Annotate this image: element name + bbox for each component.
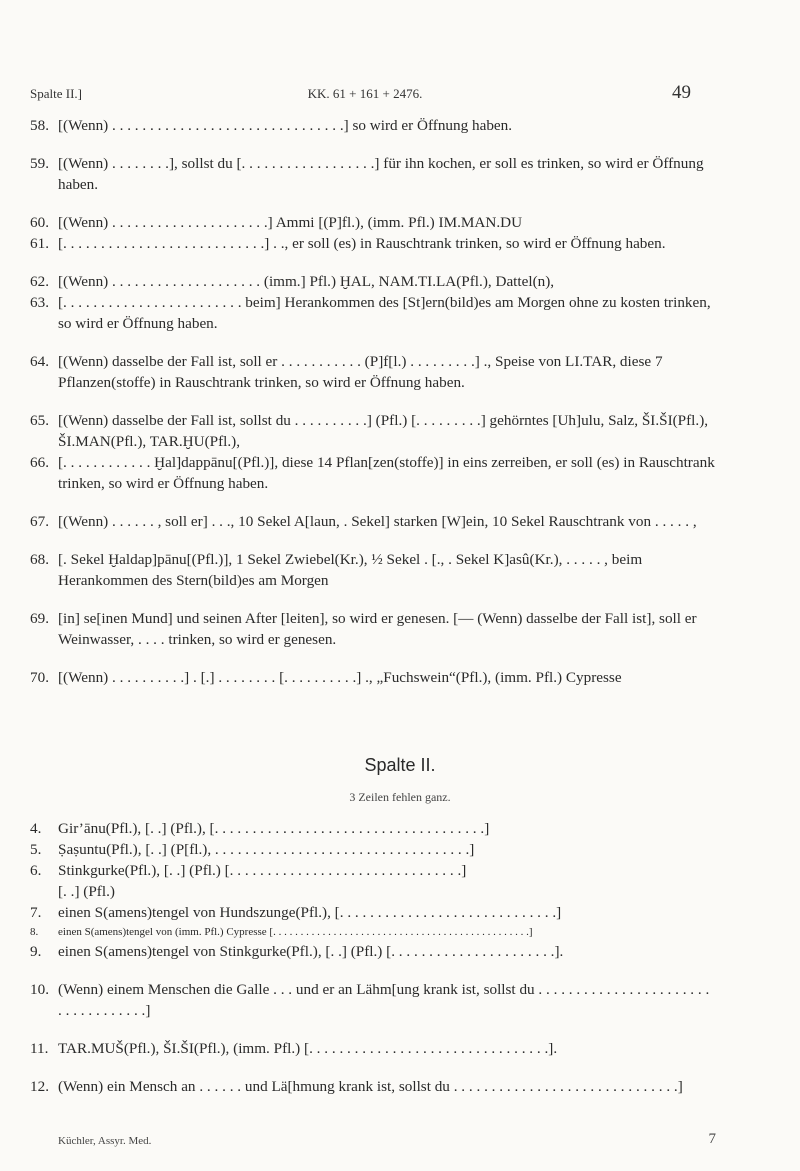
line-text: Gir’ānu(Pfl.), [. .] (Pfl.), [. . . . . . . . . . . . . . . . . . . . . . . . . . . . . . . . . . . .] bbox=[58, 820, 490, 837]
entry-line bbox=[30, 902, 715, 923]
line-number: 11. bbox=[30, 1040, 49, 1057]
entry-line bbox=[30, 115, 715, 136]
line-text: [(Wenn) . . . . . . . . . . . . . . . . . . . . .] Ammi [(P]fl.), (imm. Pfl.) IM.MAN.DU bbox=[58, 214, 523, 231]
line-number: 7. bbox=[30, 904, 42, 921]
entry-line bbox=[30, 410, 715, 452]
line-text: [(Wenn) . . . . . . . . . . . . . . . . . . . . (imm.] Pfl.) ḪAL, NAM.TI.LA(Pfl.), Dattel(n), bbox=[58, 273, 555, 290]
line-number: 12. bbox=[30, 1078, 49, 1095]
line-text: [(Wenn) . . . . . . . .], sollst du [. . . . . . . . . . . . . . . . . .] für ihn kochen, er soll es trinken, so wird er Öffnung haben. bbox=[58, 155, 704, 193]
page-number: 49 bbox=[672, 82, 691, 103]
header-center: KK. 61 + 161 + 2476. bbox=[307, 86, 423, 101]
line-text: [. . . . . . . . . . . . . . . . . . . . . . . . . . .] . ., er soll (es) in Rauschtrank trinken, so wird er Öffnung haben. bbox=[58, 235, 666, 252]
line-text: [. . . . . . . . . . . . . . . . . . . . . . . . beim] Herankommen des [St]ern(bild)es am Morgen ohne zu kosten trinken, so wird er Öffnung haben. bbox=[58, 294, 711, 332]
line-number: 9. bbox=[30, 943, 42, 960]
entries-column-1 bbox=[30, 115, 715, 688]
line-number: 66. bbox=[30, 454, 49, 471]
section-note: 3 Zeilen fehlen ganz. bbox=[349, 790, 451, 804]
entry-line bbox=[30, 271, 715, 292]
section-title: Spalte II. bbox=[364, 755, 436, 775]
entry-line bbox=[30, 452, 715, 494]
line-text: [in] se[inen Mund] und seinen After [leiten], so wird er genesen. [— (Wenn) dasselbe der Fall ist], soll er Weinwasser, . . . . trinken, so wird er genesen. bbox=[58, 610, 697, 648]
line-number: 6. bbox=[30, 862, 42, 879]
line-text: [(Wenn) . . . . . . . . . .] . [.] . . . . . . . . [. . . . . . . . . .] ., „Fuchswein“(Pfl.), (imm. Pfl.) Cypresse bbox=[58, 669, 622, 686]
line-number: 65. bbox=[30, 412, 49, 429]
line-text: [. .] (Pfl.) bbox=[58, 883, 115, 900]
entry-line bbox=[30, 549, 715, 591]
footer-sheet-number: 7 bbox=[708, 1131, 716, 1147]
entry-line bbox=[30, 881, 715, 902]
line-text: einen S(amens)tengel von (imm. Pfl.) Cypresse [. . . . . . . . . . . . . . . . . . . . . . . . . . . . . . . . . . . . . . . . . . . . . . .] bbox=[58, 926, 533, 938]
entry-line bbox=[30, 212, 715, 233]
line-number: 58. bbox=[30, 117, 49, 134]
line-number: 67. bbox=[30, 513, 49, 530]
line-number: 60. bbox=[30, 214, 49, 231]
footer-signature: Küchler, Assyr. Med. bbox=[58, 1135, 152, 1147]
line-number: 62. bbox=[30, 273, 49, 290]
line-text: einen S(amens)tengel von Hundszunge(Pfl.), [. . . . . . . . . . . . . . . . . . . . . . . . . . . . .] bbox=[58, 904, 562, 921]
line-number: 59. bbox=[30, 155, 49, 172]
line-number: 68. bbox=[30, 551, 49, 568]
entry-line bbox=[30, 941, 715, 962]
header-left: Spalte II.] bbox=[30, 86, 82, 101]
line-number bbox=[30, 881, 58, 902]
line-number: 64. bbox=[30, 353, 49, 370]
line-text: [(Wenn) . . . . . . . . . . . . . . . . . . . . . . . . . . . . . . .] so wird er Öffnung haben. bbox=[58, 117, 513, 134]
line-text: [(Wenn) dasselbe der Fall ist, soll er . . . . . . . . . . . (P]f[l.) . . . . . . . . .] ., Speise von LI.TAR, diese 7 Pflanzen(stoffe) in Rauschtrank trinken, so wird er Öffnung haben. bbox=[58, 353, 663, 391]
line-text: TAR.MUŠ(Pfl.), ŠI.ŠI(Pfl.), (imm. Pfl.) [. . . . . . . . . . . . . . . . . . . . . . . . . . . . . . . .]. bbox=[58, 1040, 558, 1057]
entry-line bbox=[30, 839, 715, 860]
line-text: [(Wenn) dasselbe der Fall ist, sollst du . . . . . . . . . .] (Pfl.) [. . . . . . . . .] gehörntes [Uh]ulu, Salz, ŠI.ŠI(Pfl.), ŠI.MAN(Pfl.), TAR.ḪU(Pfl.), bbox=[58, 412, 709, 450]
line-number: 4. bbox=[30, 820, 42, 837]
line-number: 61. bbox=[30, 235, 49, 252]
line-number: 69. bbox=[30, 610, 49, 627]
entry-line bbox=[30, 511, 715, 532]
footer bbox=[58, 1131, 716, 1147]
line-text: (Wenn) einem Menschen die Galle . . . und er an Lähm[ung krank ist, sollst du . . . . . . . . . . . . . . . . . . . . . . . . . . . . . . . . . . .] bbox=[58, 981, 710, 1019]
line-number: 5. bbox=[30, 841, 42, 858]
entry-line bbox=[30, 818, 715, 839]
line-text: [(Wenn) . . . . . . , soll er] . . ., 10 Sekel A[laun, . Sekel] starken [W]ein, 10 Sekel Rauschtrank von . . . . . , bbox=[58, 513, 697, 530]
line-number: 10. bbox=[30, 981, 49, 998]
entry-line bbox=[30, 608, 715, 650]
entry-line bbox=[30, 351, 715, 393]
line-number: 63. bbox=[30, 294, 49, 311]
entry-line bbox=[30, 1038, 715, 1059]
entry-line bbox=[30, 923, 715, 941]
entry-line bbox=[30, 153, 715, 195]
line-text: [. Sekel Ḫaldap]pānu[(Pfl.)], 1 Sekel Zwiebel(Kr.), ½ Sekel . [., . Sekel K]asû(Kr.), . . . . . , beim Herankommen des Stern(bild)es am Morgen bbox=[58, 551, 643, 589]
line-text: einen S(amens)tengel von Stinkgurke(Pfl.), [. .] (Pfl.) [. . . . . . . . . . . . . . . . . . . . . .]. bbox=[58, 943, 564, 960]
line-text: Ṣaṣuntu(Pfl.), [. .] (P[fl.), . . . . . . . . . . . . . . . . . . . . . . . . . . . . . . . . . .] bbox=[58, 841, 475, 858]
entry-line bbox=[30, 233, 715, 254]
line-text: Stinkgurke(Pfl.), [. .] (Pfl.) [. . . . . . . . . . . . . . . . . . . . . . . . . . . . . . .] bbox=[58, 862, 467, 879]
entries-column-2 bbox=[30, 818, 715, 1097]
entry-line bbox=[30, 1076, 715, 1097]
entry-line bbox=[30, 979, 715, 1021]
entry-line bbox=[30, 292, 715, 334]
entry-line bbox=[30, 667, 715, 688]
entry-line bbox=[30, 860, 715, 881]
line-text: [. . . . . . . . . . . . Ḫal]dappānu[(Pfl.)], diese 14 Pflan[zen(stoffe)] in eins zerreiben, er soll (es) in Rauschtrank trinken, so wird er Öffnung haben. bbox=[58, 454, 715, 492]
line-number: 8. bbox=[30, 926, 39, 938]
line-text: (Wenn) ein Mensch an . . . . . . und Lä[hmung krank ist, sollst du . . . . . . . . . . . . . . . . . . . . . . . . . . . . . .] bbox=[58, 1078, 683, 1095]
line-number: 70. bbox=[30, 669, 49, 686]
